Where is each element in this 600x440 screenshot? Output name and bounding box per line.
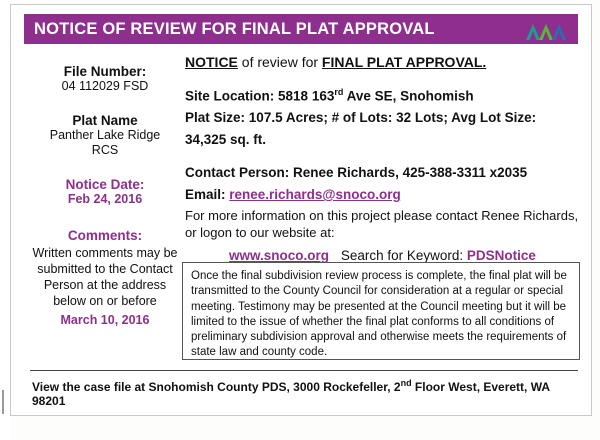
website-link[interactable]: www.snoco.org xyxy=(229,247,330,263)
file-number-label: File Number: xyxy=(63,64,147,79)
plat-name-value-line1: Panther Lake Ridge xyxy=(49,127,161,142)
plat-size-label: Plat Size: xyxy=(185,110,246,126)
site-location-ordinal: rd xyxy=(334,87,344,98)
site-location-value-post: Ave SE, Snohomish xyxy=(343,88,474,104)
search-keyword: PDSNotice xyxy=(466,247,536,263)
more-info-text: For more information on this project please contact Renee Richards, or logon to our website at: xyxy=(185,207,579,241)
comments-label: Comments: xyxy=(67,227,143,243)
footer-text-post: Floor West, Everett, WA 98201 xyxy=(32,380,550,408)
notice-date-value: Feb 24, 2016 xyxy=(67,191,143,206)
contact-person-row xyxy=(185,163,580,183)
right-info-column xyxy=(185,52,580,267)
banner-title: NOTICE OF REVIEW FOR FINAL PLAT APPROVAL xyxy=(34,19,435,38)
site-location-value-pre: 5818 163 xyxy=(278,88,335,104)
plat-size-row xyxy=(185,108,580,128)
file-number-value: 04 112029 FSD xyxy=(61,79,149,93)
site-location-row xyxy=(185,86,580,106)
plat-size-line1: 107.5 Acres; # of Lots: 32 Lots; Avg Lot Size: xyxy=(248,110,537,126)
contact-person-label: Contact Person: xyxy=(185,165,290,181)
plat-name-value-line2: RCS xyxy=(91,143,119,158)
notice-banner xyxy=(24,14,578,44)
search-prefix: Search for Keyword: xyxy=(340,247,464,263)
contact-person-value: Renee Richards, 425-388-3311 x2035 xyxy=(293,165,528,181)
headline xyxy=(185,52,580,72)
plat-name-label: Plat Name xyxy=(72,112,138,128)
scan-artifact-mark xyxy=(2,390,4,414)
scan-left-margin xyxy=(0,0,10,440)
email-link[interactable]: renee.richards@snoco.org xyxy=(229,187,401,203)
headline-middle: of review for xyxy=(237,54,322,70)
comments-deadline: March 10, 2016 xyxy=(60,312,150,327)
snohomish-county-chevrons-logo xyxy=(526,18,572,40)
comments-text: Written comments may be submitted to the Contact Person at the address below on or before xyxy=(32,245,178,309)
council-review-notice-box xyxy=(182,262,580,360)
footer-ordinal: nd xyxy=(400,378,412,388)
site-location-label: Site Location: xyxy=(185,88,275,104)
headline-notice-word: NOTICE xyxy=(185,54,238,70)
plat-size-line2: 34,325 sq. ft. xyxy=(185,131,267,147)
headline-final-plat-approval: FINAL PLAT APPROVAL. xyxy=(321,54,487,70)
email-row xyxy=(185,185,580,205)
footer-text-pre: View the case file at Snohomish County PDS, 3000 Rockefeller, 2 xyxy=(32,380,401,394)
left-info-column xyxy=(30,54,180,328)
council-review-notice-text: Once the final subdivision review process is complete, the final plat will be transmitted to the County Council for consideration at a regular or special meeting. Testimony may be presented at the Council meeting but it will be limited to the issue of whether the final plat conforms to all conditions of preliminary subdivision approval and otherwise meets the requirements of state law and county code. xyxy=(191,270,567,359)
notice-date-label: Notice Date: xyxy=(65,176,145,192)
email-label: Email: xyxy=(185,187,226,203)
footer-address xyxy=(32,378,580,408)
footer-divider xyxy=(30,370,578,371)
